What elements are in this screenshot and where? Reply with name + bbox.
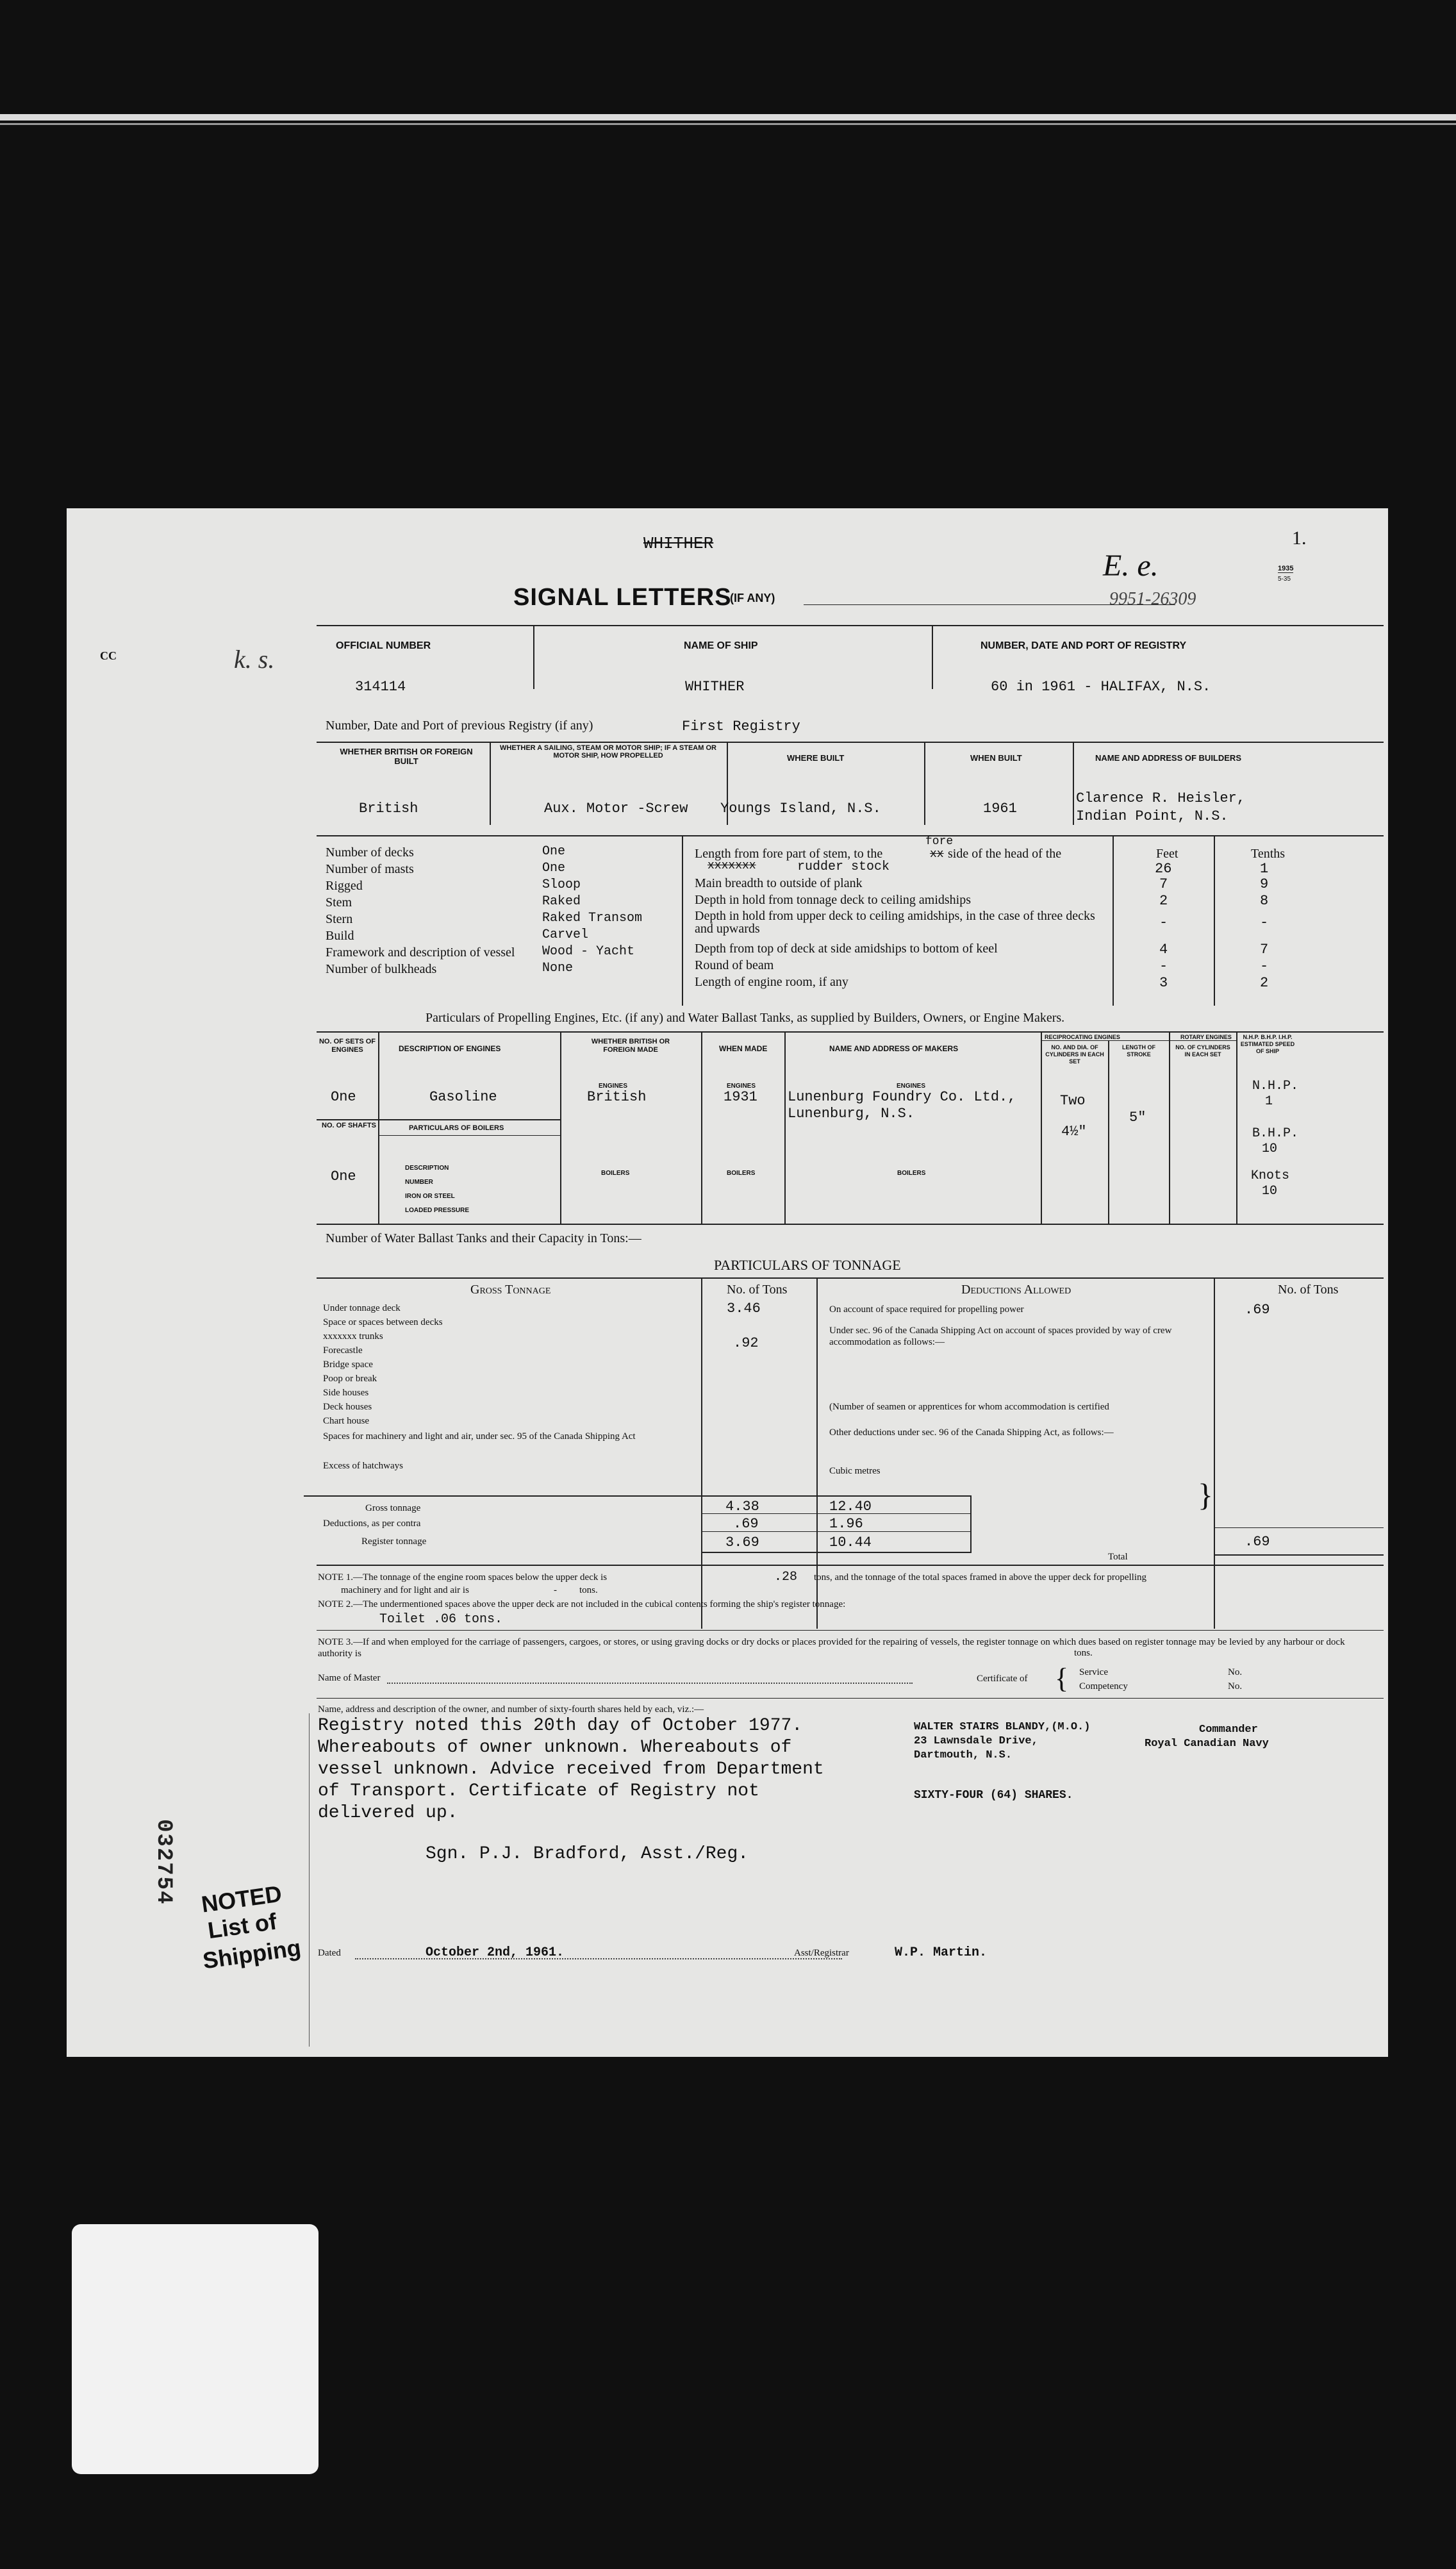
propelling-power-label: On account of space required for propelling power [829, 1304, 1024, 1315]
dimension-tenths: 7 [1260, 942, 1269, 958]
boilers-sublabel: BOILERS [727, 1170, 756, 1177]
engine-sets: One [331, 1089, 356, 1105]
dimension-feet: 2 [1159, 893, 1168, 909]
note1-text: NOTE 1.—The tonnage of the engine room spaces below the upper deck is [318, 1572, 608, 1583]
particular-value: None [542, 961, 574, 976]
ship-name-label: NAME OF SHIP [684, 640, 758, 651]
british-built-label: WHETHER BRITISH OR FOREIGN BUILT [340, 747, 473, 766]
where-built-label: WHERE BUILT [787, 753, 845, 763]
h-speed: N.H.P. B.H.P. I.H.P. ESTIMATED SPEED OF SHIP [1240, 1034, 1295, 1054]
tonnage-title: PARTICULARS OF TONNAGE [714, 1257, 901, 1273]
corner-initials: E. e. [1103, 549, 1159, 583]
feet-label: Feet [1156, 847, 1179, 861]
deductions-label: Deductions, as per contra [323, 1518, 421, 1529]
particular-value: Carvel [542, 927, 589, 942]
brace-mark: } [1198, 1477, 1213, 1513]
other-deductions-label: Other deductions under sec. 96 of the Canada Shipping Act, as follows:— [829, 1427, 1114, 1438]
particular-label: Number of bulkheads [326, 962, 437, 976]
gross-cubic-value: 12.40 [829, 1499, 872, 1515]
sec96-label: Under sec. 96 of the Canada Shipping Act on account of spaces provided by way of crew accommodation as follows:— [829, 1326, 1172, 1347]
struck-text: xx [930, 848, 944, 861]
total-deductions-value: .69 [1245, 1534, 1270, 1550]
engine-makers-line1: Lunenburg Foundry Co. Ltd., [788, 1089, 1016, 1105]
corner-number: 1. [1292, 528, 1307, 549]
builders-line2: Indian Point, N.S. [1076, 808, 1228, 824]
registrar-name: W.P. Martin. [895, 1945, 988, 1960]
gross-row-value: .92 [733, 1335, 759, 1351]
boilers-sublabel: BOILERS [601, 1170, 630, 1177]
certificate-label: Certificate of [977, 1674, 1028, 1684]
signature-line: Sgn. P.J. Bradford, Asst./Reg. [426, 1844, 749, 1864]
particular-label: Rigged [326, 879, 363, 893]
gross-row-label: Spaces for machinery and light and air, under sec. 95 of the Canada Shipping Act [323, 1431, 636, 1442]
registry-note-line: of Transport. Certificate of Registry not [318, 1781, 759, 1801]
bhp-value: 10 [1262, 1142, 1278, 1156]
gross-row-label: Bridge space [323, 1359, 373, 1370]
gross-row-label: Side houses [323, 1388, 369, 1398]
fore-correction: fore [925, 835, 954, 848]
registry-note-line: vessel unknown. Advice received from Department [318, 1759, 824, 1779]
noted-stamp-line1: NOTED [199, 1880, 284, 1918]
gross-row-label: Forecastle [323, 1345, 363, 1356]
register-tonnage-value: 3.69 [725, 1534, 759, 1551]
nhp-value: 1 [1265, 1094, 1273, 1109]
engines-sublabel: ENGINES [897, 1083, 926, 1090]
particular-label: Build [326, 929, 354, 943]
particular-label: Stern [326, 912, 353, 926]
previous-registry-label: Number, Date and Port of previous Registry (if any) [326, 719, 593, 733]
gross-row-label: Chart house [323, 1416, 370, 1426]
h-desc: DESCRIPTION OF ENGINES [399, 1044, 501, 1053]
particular-label: Stem [326, 895, 352, 910]
dimension-feet: - [1159, 958, 1168, 974]
owner-label: Name, address and description of the owner, and number of sixty-fourth shares held by each, viz.:— [318, 1704, 704, 1715]
port-label: NUMBER, DATE AND PORT OF REGISTRY [980, 640, 1187, 651]
stamp-number: 032754 [151, 1819, 176, 1906]
particular-value: Wood - Yacht [542, 944, 635, 959]
gross-heading: Gross Tonnage [470, 1283, 551, 1297]
h-stroke: LENGTH OF STROKE [1122, 1044, 1155, 1058]
h-makers: NAME AND ADDRESS OF MAKERS [829, 1044, 959, 1053]
particular-label: Number of decks [326, 845, 414, 860]
rudder-stock: rudder stock [797, 860, 890, 874]
dated-label: Dated [318, 1948, 341, 1958]
particular-label: Framework and description of vessel [326, 945, 515, 960]
film-edge-line [0, 114, 1456, 121]
engine-when-made: 1931 [724, 1089, 757, 1105]
note1-text-line2: machinery and for light and air is [341, 1585, 469, 1595]
builders-label: NAME AND ADDRESS OF BUILDERS [1095, 753, 1241, 763]
owner-service: Royal Canadian Navy [1145, 1738, 1269, 1750]
dimension-label: Length from fore part of stem, to the [695, 847, 883, 861]
register-tonnage-label: Register tonnage [361, 1536, 427, 1547]
gross-row-label: Excess of hatchways [323, 1461, 403, 1471]
registry-note-line: Whereabouts of owner unknown. Whereabouts of [318, 1738, 792, 1758]
port-of-registry: 60 in 1961 - HALIFAX, N.S. [991, 679, 1211, 695]
ship-name: WHITHER [685, 679, 745, 695]
engine-stroke: 5" [1129, 1110, 1146, 1126]
dimension-label: Main breadth to outside of plank [695, 876, 863, 890]
previous-registry: First Registry [682, 719, 800, 735]
particular-value: Raked Transom [542, 911, 643, 926]
film-blank-patch [72, 2224, 318, 2474]
gross-row-value: 3.46 [727, 1301, 761, 1317]
note1-value: .28 [774, 1570, 798, 1584]
knots-label: Knots [1251, 1168, 1290, 1183]
particular-value: One [542, 844, 566, 859]
gross-row-label: Deck houses [323, 1402, 372, 1412]
gross-row-label: Under tonnage deck [323, 1303, 401, 1313]
registry-note-line: Registry noted this 20th day of October 1977. [318, 1716, 803, 1736]
register-cubic-value: 10.44 [829, 1534, 872, 1551]
when-built-label: WHEN BUILT [970, 753, 1022, 763]
note2-text: NOTE 2.—The undermentioned spaces above the upper deck are not included in the cubical contents forming the ship's register tonnage: [318, 1599, 846, 1609]
engines-sublabel: ENGINES [727, 1083, 756, 1090]
left-margin-rule [309, 1713, 310, 2047]
dimension-tenths: 9 [1260, 876, 1269, 892]
h-boilers-particulars: PARTICULARS OF BOILERS [409, 1124, 504, 1132]
cylinder-diameter: 4½" [1061, 1124, 1087, 1140]
engine-makers-line2: Lunenburg, N.S. [788, 1106, 915, 1122]
competency-label: Competency [1079, 1681, 1128, 1692]
propulsion: Aux. Motor -Screw [544, 801, 688, 817]
note1-tons: tons. [579, 1585, 598, 1595]
engines-sublabel: ENGINES [599, 1083, 628, 1090]
gross-tonnage-value: 4.38 [725, 1499, 759, 1515]
owner-name: WALTER STAIRS BLANDY,(M.O.) [914, 1721, 1091, 1733]
file-reference: 9951-26309 [1109, 589, 1196, 609]
ballast-tanks-label: Number of Water Ballast Tanks and their Capacity in Tons:— [326, 1231, 641, 1245]
engine-description: Gasoline [429, 1089, 497, 1105]
registry-top-rule [317, 625, 1384, 626]
h-rotary-cylinders: NO. OF CYLINDERS IN EACH SET [1175, 1044, 1230, 1058]
when-built: 1961 [983, 801, 1017, 817]
dimension-label: Length of engine room, if any [695, 975, 848, 989]
british-built: British [359, 801, 418, 817]
dimension-feet: 3 [1159, 975, 1168, 991]
certificate-brace: { [1055, 1663, 1069, 1694]
particular-value: Sloop [542, 877, 581, 892]
dimension-label-cont: side of the head of the [948, 847, 1062, 861]
dimension-feet: 26 [1155, 861, 1172, 877]
h-recip: RECIPROCATING ENGINES [1045, 1034, 1120, 1040]
gross-row-label: Poop or break [323, 1374, 377, 1384]
dimension-tenths: - [1260, 915, 1269, 931]
total-label: Total [1108, 1552, 1128, 1562]
note2-value: Toilet .06 tons. [379, 1612, 503, 1627]
signal-letters-title: SIGNAL LETTERS [513, 584, 732, 611]
boiler-row: LOADED PRESSURE [405, 1207, 470, 1214]
year-mark-sub: 5-35 [1278, 576, 1291, 583]
no-label: No. [1228, 1667, 1243, 1677]
master-label: Name of Master [318, 1673, 381, 1683]
tons-heading: No. of Tons [727, 1283, 788, 1297]
dimension-label: Depth from top of deck at side amidships to bottom of keel [695, 942, 998, 956]
dimension-label: Round of beam [695, 958, 774, 972]
owner-shares: SIXTY-FOUR (64) SHARES. [914, 1789, 1073, 1802]
h-cylinders: NO. AND DIA. OF CYLINDERS IN EACH SET [1045, 1044, 1104, 1065]
boiler-row: DESCRIPTION [405, 1165, 449, 1172]
film-edge-line-thin [0, 123, 1456, 125]
gross-row-label: Space or spaces between decks [323, 1317, 443, 1327]
h-sets: NO. OF SETS OF ENGINES [318, 1038, 376, 1054]
propelling-power-value: .69 [1245, 1302, 1270, 1318]
seamen-label: (Number of seamen or apprentices for whom accommodation is certified [829, 1402, 1109, 1412]
dimension-label: Depth in hold from upper deck to ceiling amidships, in the case of three decks and upwards [695, 909, 1095, 936]
noted-stamp-line3: Shipping [201, 1934, 303, 1974]
engine-british: British [587, 1089, 647, 1105]
note3-tons: tons. [1074, 1648, 1093, 1658]
dimension-tenths: 2 [1260, 975, 1269, 991]
particular-value: Raked [542, 894, 581, 909]
deductions-cubic-value: 1.96 [829, 1516, 863, 1532]
boilers-sublabel: BOILERS [897, 1170, 926, 1177]
dimension-tenths: 8 [1260, 893, 1269, 909]
deductions-value: .69 [733, 1516, 759, 1532]
registry-note-line: delivered up. [318, 1803, 458, 1823]
gross-row-label: xxxxxxx trunks [323, 1331, 383, 1342]
note1-dash: - [554, 1585, 557, 1595]
gross-tonnage-label: Gross tonnage [365, 1503, 421, 1513]
dimension-tenths: 1 [1260, 861, 1269, 877]
particular-label: Number of masts [326, 862, 414, 876]
ship-name-top: WHITHER [643, 534, 714, 553]
official-number-label: OFFICIAL NUMBER [336, 640, 431, 651]
dimension-feet: 7 [1159, 876, 1168, 892]
h-british: WHETHER BRITISH OR FOREIGN MADE [591, 1038, 670, 1054]
h-when: WHEN MADE [719, 1044, 768, 1053]
dimension-feet: 4 [1159, 942, 1168, 958]
noted-stamp-line2: List of [206, 1908, 279, 1944]
cubic-metres-label: Cubic metres [829, 1466, 881, 1476]
propulsion-label: WHETHER A SAILING, STEAM OR MOTOR SHIP; IF A STEAM OR MOTOR SHIP, HOW PROPELLED [500, 744, 716, 760]
where-built: Youngs Island, N.S. [720, 801, 881, 817]
dimension-label: Depth in hold from tonnage deck to ceiling amidships [695, 893, 972, 907]
official-number: 314114 [355, 679, 406, 695]
margin-initials: k. s. [234, 645, 275, 674]
bhp-label: B.H.P. [1252, 1126, 1299, 1141]
year-mark: 1935 [1278, 565, 1294, 572]
shafts-value: One [331, 1168, 356, 1185]
dimension-feet: - [1159, 915, 1168, 931]
owner-address2: Dartmouth, N.S. [914, 1749, 1013, 1761]
knots-value: 10 [1262, 1184, 1278, 1199]
builders-line1: Clarence R. Heisler, [1076, 790, 1246, 806]
deduction-tons-heading: No. of Tons [1278, 1283, 1339, 1297]
service-label: Service [1079, 1667, 1108, 1677]
dated-value: October 2nd, 1961. [426, 1945, 565, 1960]
dimension-tenths: - [1260, 958, 1269, 974]
registry-document [67, 508, 1388, 2057]
note1-text-cont: tons, and the tonnage of the total spaces framed in above the upper deck for propelling [814, 1572, 1146, 1583]
h-shafts: NO. OF SHAFTS [322, 1122, 376, 1129]
engine-cylinders: Two [1060, 1093, 1086, 1109]
struck-text: xxxxxxx [707, 860, 756, 872]
nhp-label: N.H.P. [1252, 1079, 1299, 1093]
h-rotary: ROTARY ENGINES [1180, 1034, 1232, 1040]
boiler-row: NUMBER [405, 1179, 433, 1186]
registrar-label: Asst/Registrar [794, 1948, 849, 1958]
owner-rank: Commander [1199, 1724, 1258, 1736]
owner-address1: 23 Lawnsdale Drive, [914, 1735, 1038, 1747]
engines-caption: Particulars of Propelling Engines, Etc. (if any) and Water Ballast Tanks, as supplied by Builders, Owners, or Engine Makers. [426, 1011, 1065, 1025]
tenths-label: Tenths [1251, 847, 1286, 861]
particular-value: One [542, 861, 566, 876]
if-any-label: (IF ANY) [730, 592, 775, 604]
note3-text: NOTE 3.—If and when employed for the carriage of passengers, cargoes, or stores, or using graving docks or dry docks or places provided for the repairing of vessels, the register tonnage on which dues based on register tonnage may be levied by any harbour or dock authority is [318, 1637, 1345, 1659]
cc-mark: CC [100, 649, 117, 662]
deductions-heading: Deductions Allowed [961, 1283, 1071, 1297]
boiler-row: IRON OR STEEL [405, 1193, 455, 1200]
no-label: No. [1228, 1681, 1243, 1692]
